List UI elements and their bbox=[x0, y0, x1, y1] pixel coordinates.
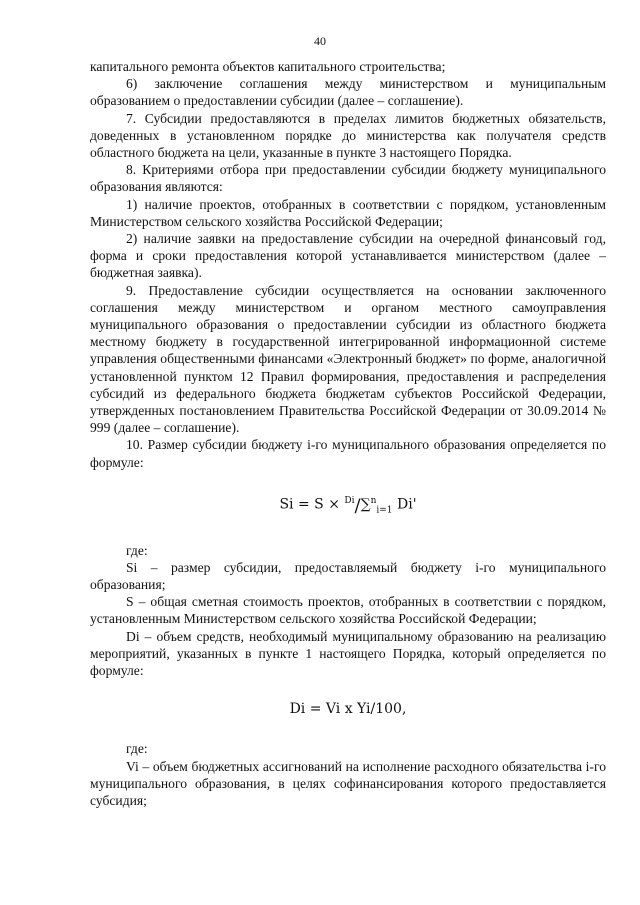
paragraph: 7. Субсидии предоставляются в пределах лимитов бюджетных обязательств, доведенных в установленном порядке до министерства как получателя средств областного бюджета на цели, указанные в пункте 3 настоящего Порядка. bbox=[90, 110, 606, 161]
paragraph: капитального ремонта объектов капитального строительства; bbox=[90, 59, 446, 74]
formula-denominator: Di bbox=[396, 496, 413, 513]
paragraph: 10. Размер субсидии бюджету i-го муниципального образования определяется по формуле: bbox=[90, 437, 606, 470]
paragraph: Di – объем средств, необходимый муниципальному образованию на реализацию мероприятий, указанных в пункте 1 настоящего Порядка, который определяется по формуле: bbox=[90, 628, 606, 678]
formula-sum-upper: n bbox=[370, 495, 377, 506]
paragraph: Si – размер субсидии, предоставляемый бюджету i-го муниципального образования; bbox=[90, 559, 606, 592]
paragraph: 6) заключение соглашения между министерством и муниципальным образованием о предоставлении субсидии (далее – соглашение). bbox=[90, 76, 606, 109]
formula-tail: ' bbox=[412, 496, 417, 513]
formula-numerator: Di bbox=[344, 495, 355, 506]
formula-sum-lower: i=1 bbox=[376, 505, 393, 516]
paragraph: Vi – объем бюджетных ассигнований на исполнение расходного обязательства i-го муниципального образования, в целях софинансирования которого предоставляется субсидия; bbox=[90, 758, 606, 808]
where-label: где: bbox=[126, 542, 148, 558]
document-body bbox=[90, 58, 606, 809]
paragraph: 2) наличие заявки на предоставление субсидии на очередной финансовый год, форма и сроки предоставления которой устанавливается министерством (далее – бюджетная заявка). bbox=[90, 231, 606, 281]
formula-sum-symbol: ∑ bbox=[360, 496, 371, 513]
where-label: где: bbox=[126, 741, 148, 757]
paragraph: 8. Критериями отбора при предоставлении субсидии бюджету муниципального образования являются: bbox=[90, 162, 606, 195]
paragraph: 9. Предоставление субсидии осуществляется на основании заключенного соглашения между министерством и органом местного самоуправления муниципального образования о предоставлении субсидии из областного бюджета местному бюджету в государственной интегрированной информационной системе управления общественными финансами «Электронный бюджет» по форме, аналогичной установленной пунктом 12 Правил формирования, предоставления и распределения субсидий из федерального бюджета бюджетам субъектов Российской Федерации, утвержденных постановлением Правительства Российской Федерации от 30.09.2014 № 999 (далее – соглашение). bbox=[90, 282, 606, 436]
formula-subsidy bbox=[90, 493, 606, 520]
paragraph: 1) наличие проектов, отобранных в соответствии с порядком, установленным Министерством сельского хозяйства Российской Федерации; bbox=[90, 196, 606, 229]
paragraph: S – общая сметная стоимость проектов, отобранных в соответствии с порядком, установленным Министерством сельского хозяйства Российской Федерации; bbox=[90, 594, 606, 627]
page-number: 40 bbox=[314, 34, 326, 48]
formula-lhs: Si = S × bbox=[279, 496, 340, 513]
formula-fraction-slash: / bbox=[354, 495, 361, 517]
formula-di: Di = Vi x Yi/100, bbox=[289, 701, 407, 718]
